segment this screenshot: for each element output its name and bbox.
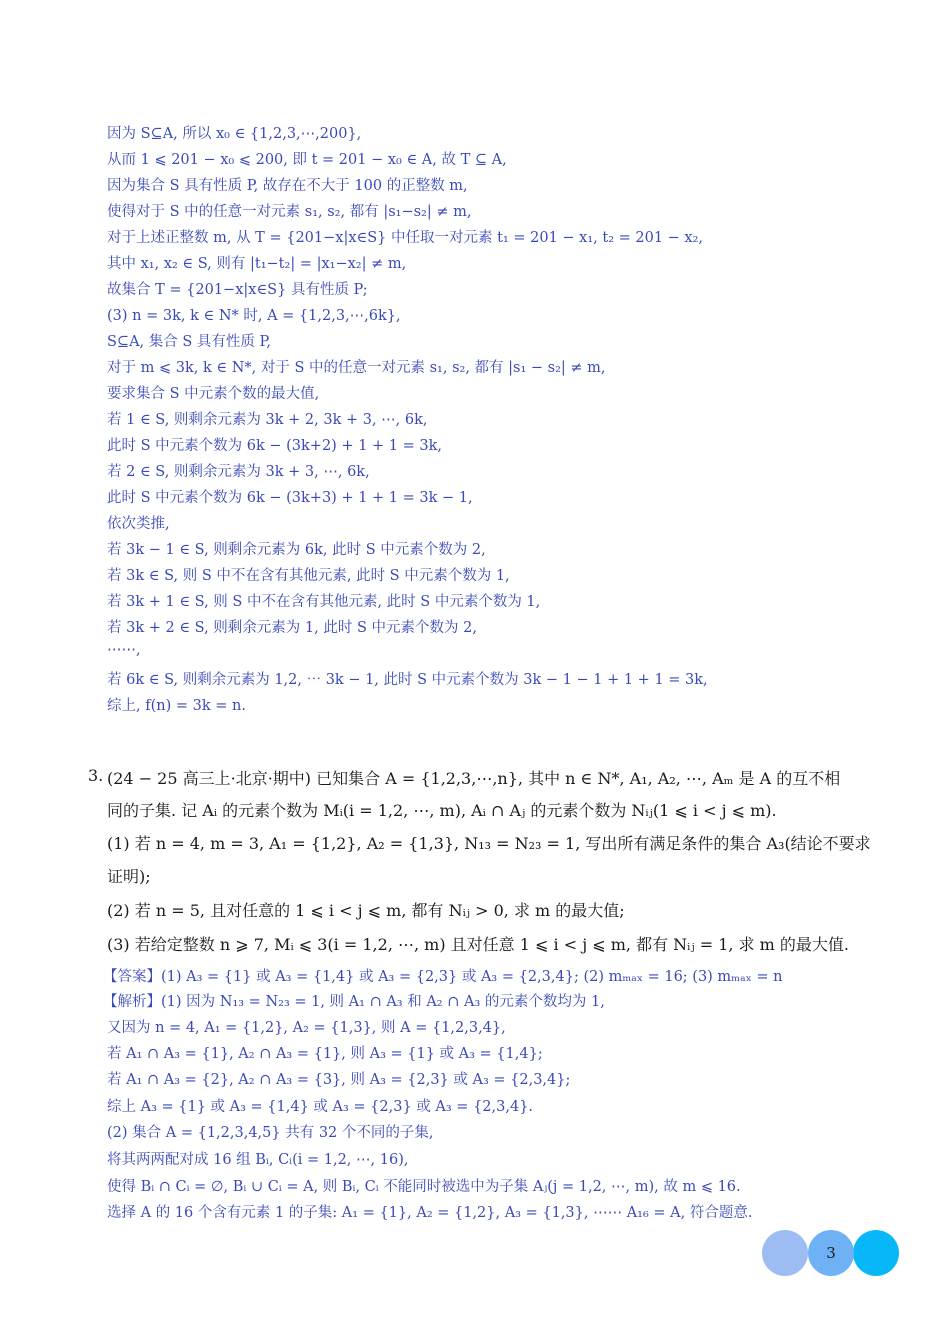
solution-line: S⊆A, 集合 S 具有性质 P, <box>107 334 271 350</box>
analysis-line: 又因为 n = 4, A₁ = {1,2}, A₂ = {1,3}, 则 A = {1,2,3,4}, <box>107 1020 506 1036</box>
decor-circle-left <box>762 1230 808 1276</box>
solution-line: 此时 S 中元素个数为 6k − (3k+3) + 1 + 1 = 3k − 1, <box>107 490 473 506</box>
analysis-line: 使得 Bᵢ ∩ Cᵢ = ∅, Bᵢ ∪ Cᵢ = A, 则 Bᵢ, Cᵢ 不能同时被选中为子集 Aⱼ(j = 1,2, ⋯, m), 故 m ⩽ 16. <box>107 1179 741 1195</box>
solution-line: (3) n = 3k, k ∈ N* 时, A = {1,2,3,⋯,6k}, <box>107 308 401 324</box>
question-part-2: (2) 若 n = 5, 且对任意的 1 ⩽ i < j ⩽ m, 都有 Nᵢⱼ > 0, 求 m 的最大值; <box>107 901 625 920</box>
solution-line: 使得对于 S 中的任意一对元素 s₁, s₂, 都有 |s₁−s₂| ≠ m, <box>107 204 472 220</box>
solution-line: 对于上述正整数 m, 从 T = {201−x|x∈S} 中任取一对元素 t₁ = 201 − x₁, t₂ = 201 − x₂, <box>107 230 704 246</box>
solution-line: 依次类推, <box>107 516 170 532</box>
question-line: (24 − 25 高三上·北京·期中) 已知集合 A = {1,2,3,⋯,n}, 其中 n ∈ N*, A₁, A₂, ⋯, Aₘ 是 A 的互不相 <box>107 769 841 788</box>
analysis-line: 若 A₁ ∩ A₃ = {2}, A₂ ∩ A₃ = {3}, 则 A₃ = {2,3} 或 A₃ = {2,3,4}; <box>107 1072 571 1088</box>
page-number: 3 <box>826 1244 836 1262</box>
solution-line: 若 2 ∈ S, 则剩余元素为 3k + 3, ⋯, 6k, <box>107 464 370 480</box>
solution-line: 因为 S⊆A, 所以 x₀ ∈ {1,2,3,⋯,200}, <box>107 126 362 142</box>
solution-line: 若 3k ∈ S, 则 S 中不在含有其他元素, 此时 S 中元素个数为 1, <box>107 568 510 584</box>
solution-line: 若 3k + 1 ∈ S, 则 S 中不在含有其他元素, 此时 S 中元素个数为 1, <box>107 594 541 610</box>
solution-line: 若 3k − 1 ∈ S, 则剩余元素为 6k, 此时 S 中元素个数为 2, <box>107 542 486 558</box>
question-line: 证明); <box>107 867 151 886</box>
decor-circle-right <box>853 1230 899 1276</box>
solution-line: 若 6k ∈ S, 则剩余元素为 1,2, ⋯ 3k − 1, 此时 S 中元素个数为 3k − 1 − 1 + 1 + 1 = 3k, <box>107 672 708 688</box>
question-part-1: (1) 若 n = 4, m = 3, A₁ = {1,2}, A₂ = {1,3}, N₁₃ = N₂₃ = 1, 写出所有满足条件的集合 A₃(结论不要求 <box>107 834 871 853</box>
solution-line: 综上, f(n) = 3k = n. <box>107 698 246 714</box>
solution-line: ⋯⋯, <box>107 642 141 658</box>
analysis-line: 选择 A 的 16 个含有元素 1 的子集: A₁ = {1}, A₂ = {1,2}, A₃ = {1,3}, ⋯⋯ A₁₆ = A, 符合题意. <box>107 1205 753 1221</box>
solution-line: 其中 x₁, x₂ ∈ S, 则有 |t₁−t₂| = |x₁−x₂| ≠ m, <box>107 256 407 272</box>
question-part-3: (3) 若给定整数 n ⩾ 7, Mᵢ ⩽ 3(i = 1,2, ⋯, m) 且对任意 1 ⩽ i < j ⩽ m, 都有 Nᵢⱼ = 1, 求 m 的最大值. <box>107 935 849 954</box>
solution-line: 故集合 T = {201−x|x∈S} 具有性质 P; <box>107 282 368 298</box>
solution-line: 若 1 ∈ S, 则剩余元素为 3k + 2, 3k + 3, ⋯, 6k, <box>107 412 428 428</box>
analysis-line: 将其两两配对成 16 组 Bᵢ, Cᵢ(i = 1,2, ⋯, 16), <box>107 1152 409 1168</box>
solution-line: 若 3k + 2 ∈ S, 则剩余元素为 1, 此时 S 中元素个数为 2, <box>107 620 477 636</box>
answer-line: 【答案】(1) A₃ = {1} 或 A₃ = {1,4} 或 A₃ = {2,3} 或 A₃ = {2,3,4}; (2) mₘₐₓ = 16; (3) mₘₐₓ = n <box>103 969 783 985</box>
analysis-line: (2) 集合 A = {1,2,3,4,5} 共有 32 个不同的子集, <box>107 1125 434 1141</box>
question-number: 3. <box>88 766 104 785</box>
solution-line: 对于 m ⩽ 3k, k ∈ N*, 对于 S 中的任意一对元素 s₁, s₂, 都有 |s₁ − s₂| ≠ m, <box>107 360 606 376</box>
solution-line: 从而 1 ⩽ 201 − x₀ ⩽ 200, 即 t = 201 − x₀ ∈ A, 故 T ⊆ A, <box>107 152 507 168</box>
solution-line: 此时 S 中元素个数为 6k − (3k+2) + 1 + 1 = 3k, <box>107 438 443 454</box>
solution-line: 因为集合 S 具有性质 P, 故存在不大于 100 的正整数 m, <box>107 178 468 194</box>
analysis-line: 若 A₁ ∩ A₃ = {1}, A₂ ∩ A₃ = {1}, 则 A₃ = {1} 或 A₃ = {1,4}; <box>107 1046 543 1062</box>
solution-line: 要求集合 S 中元素个数的最大值, <box>107 386 320 402</box>
analysis-line: 综上 A₃ = {1} 或 A₃ = {1,4} 或 A₃ = {2,3} 或 A₃ = {2,3,4}. <box>107 1099 534 1115</box>
question-line: 同的子集. 记 Aᵢ 的元素个数为 Mᵢ(i = 1,2, ⋯, m), Aᵢ ∩ Aⱼ 的元素个数为 Nᵢⱼ(1 ⩽ i < j ⩽ m). <box>107 801 777 820</box>
analysis-line: 【解析】(1) 因为 N₁₃ = N₂₃ = 1, 则 A₁ ∩ A₃ 和 A₂ ∩ A₃ 的元素个数均为 1, <box>103 994 605 1010</box>
